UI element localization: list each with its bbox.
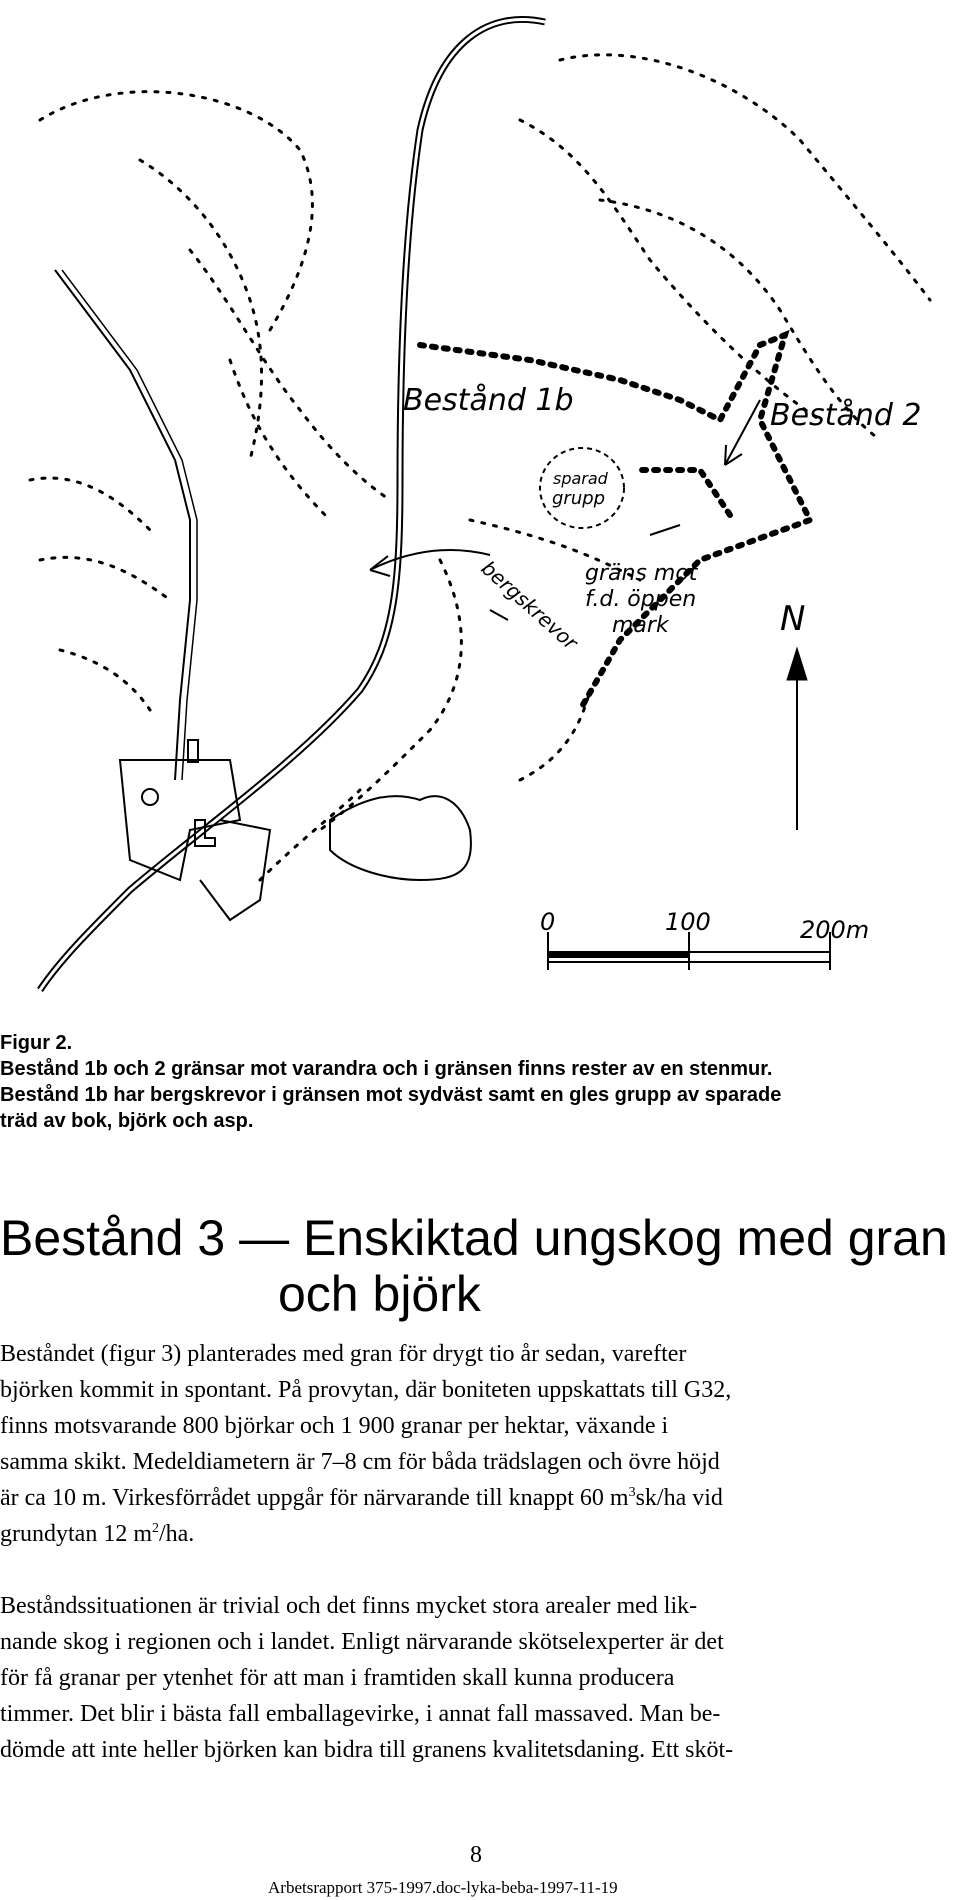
map-label-grans-2: f.d. öppen <box>585 587 697 612</box>
paragraph-line: Beståndssituationen är trivial och det finns mycket stora arealer med lik- <box>0 1593 698 1619</box>
north-label: N <box>780 599 806 639</box>
arrow-bergskrevor <box>370 550 490 570</box>
arrow-bestand2 <box>725 400 760 465</box>
map-label-bestand-1b: Bestånd 1b <box>403 383 574 418</box>
map-label-grupp: grupp <box>552 488 606 509</box>
superscript: 3 <box>628 1485 636 1500</box>
map-label-sparad: sparad <box>553 469 608 488</box>
paragraph-line: Beståndet (figur 3) planterades med gran för drygt tio år sedan, varefter <box>0 1341 687 1367</box>
figure-caption <box>0 1030 940 1134</box>
map-label-bestand-2: Bestånd 2 <box>770 398 922 433</box>
page-number: 8 <box>470 1842 482 1868</box>
caption-line: Bestånd 1b har bergskrevor i gränsen mot sydväst samt en gles grupp av sparade <box>0 1084 782 1106</box>
paragraph-line: nande skog i regionen och i landet. Enligt närvarande skötselexperter är det <box>0 1629 724 1655</box>
heading-line: Bestånd 3 — Enskiktad ungskog med gran <box>0 1210 948 1266</box>
scale-tick-100: 100 <box>665 908 711 936</box>
caption-line: träd av bok, björk och asp. <box>0 1110 254 1132</box>
text: /ha. <box>158 1521 195 1547</box>
superscript: 2 <box>151 1521 159 1536</box>
body-paragraph <box>0 1336 930 1552</box>
paragraph-line: timmer. Det blir i bästa fall emballagevirke, i annat fall massaved. Man be- <box>0 1701 721 1727</box>
path-line <box>55 270 190 780</box>
paragraph-line: björken kommit in spontant. På provytan, där boniteten uppskattats till G32, <box>0 1377 732 1403</box>
body-paragraph <box>0 1588 930 1768</box>
field-outline <box>330 796 471 880</box>
map-label-grans-3: mark <box>612 613 669 638</box>
paragraph-line: dömde att inte heller björken kan bidra till granens kvalitetsdaning. Ett sköt- <box>0 1737 734 1763</box>
text: grundytan 12 m <box>0 1521 152 1547</box>
section-heading <box>0 1210 960 1322</box>
scale-tick-200: 200m <box>800 916 870 944</box>
pond <box>142 789 158 805</box>
caption-line: Bestånd 1b och 2 gränsar mot varandra och i gränsen finns rester av en stenmur. <box>0 1058 773 1080</box>
text: sk/ha vid <box>635 1485 723 1511</box>
paragraph-line: för få granar per ytenhet för att man i framtiden skall kunna producera <box>0 1665 675 1691</box>
road <box>40 19 545 990</box>
caption-title: Figur 2. <box>0 1032 73 1054</box>
scale-tick-0: 0 <box>540 908 556 936</box>
paragraph-line: finns motsvarande 800 björkar och 1 900 granar per hektar, växande i <box>0 1413 669 1439</box>
map-label-grans-1: gräns mot <box>585 561 698 586</box>
paragraph-line <box>0 1480 930 1516</box>
arrow-grans <box>650 525 680 535</box>
scale-bar <box>548 932 830 970</box>
heading-line: och björk <box>278 1266 481 1322</box>
map-label-bergskrevor: bergskrevor <box>476 555 583 655</box>
paragraph-line: samma skikt. Medeldiametern är 7–8 cm för båda trädslagen och övre höjd <box>0 1449 720 1475</box>
footer-text: Arbetsrapport 375-1997.doc-lyka-beba-1997-11-19 <box>268 1878 618 1897</box>
text: är ca 10 m. Virkesförrådet uppgår för närvarande till knappt 60 m <box>0 1485 629 1511</box>
paragraph-line <box>0 1516 930 1552</box>
building <box>188 740 198 762</box>
